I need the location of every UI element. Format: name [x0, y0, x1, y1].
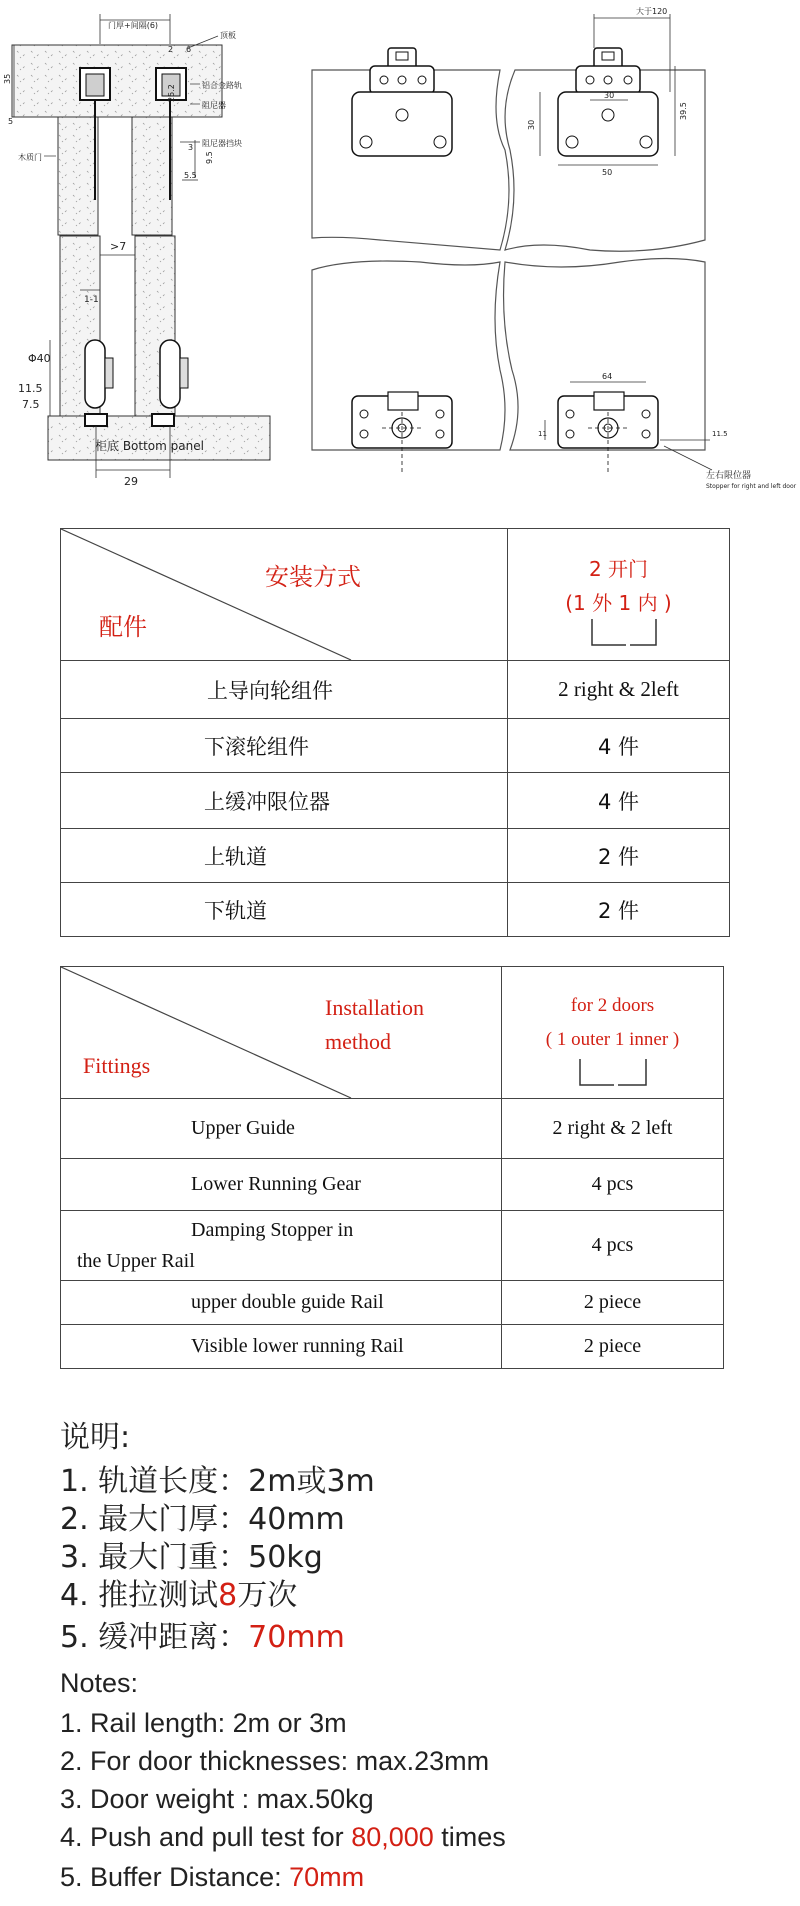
notes-cn-item	[60, 1612, 345, 1656]
row-name-cell	[61, 661, 508, 719]
dim-gt7: >7	[110, 240, 127, 253]
dim-9-5: 9.5	[205, 151, 214, 164]
row-name: 下轨道	[204, 898, 267, 923]
row-qty: 2 件	[597, 898, 640, 923]
row-name-line2: the Upper Rail	[77, 1249, 195, 1272]
note-text: 5. Buffer Distance:	[60, 1862, 290, 1892]
row-name-cell	[61, 1099, 502, 1159]
label-wood-door: 木质门	[18, 153, 42, 162]
door-overlap-icon	[590, 619, 660, 647]
row-name: Visible lower running Rail	[191, 1335, 404, 1357]
dim-3: 3	[188, 143, 194, 152]
row-qty: 4 件	[597, 789, 640, 814]
door-overlap-icon	[578, 1059, 650, 1087]
header-doors-cell	[502, 967, 724, 1099]
dim-6: 6	[186, 45, 192, 54]
table-row	[61, 1281, 724, 1325]
notes-cn-title: 说明:	[60, 1420, 131, 1455]
row-qty-cell	[502, 1159, 724, 1211]
note-highlight: 80,000	[351, 1822, 434, 1852]
note-highlight: 8	[218, 1578, 238, 1613]
notes-en-item: 3. Door weight : max.50kg	[60, 1784, 374, 1814]
row-qty-cell	[502, 1281, 724, 1325]
label-stopper-cn: 左右限位器	[706, 471, 752, 481]
label-door-thickness: 门厚+间隔(6)	[108, 21, 159, 30]
diagonal-header-cell	[61, 529, 508, 661]
note-text: 5. 缓冲距离：	[60, 1620, 249, 1655]
dim-29: 29	[124, 475, 138, 488]
note-highlight: 70mm	[248, 1620, 345, 1655]
row-qty: 4 pcs	[591, 1234, 634, 1256]
label-damper-stop: 阻尼器挡块	[202, 139, 242, 148]
dim-50: 50	[602, 168, 613, 177]
row-name: Upper Guide	[191, 1117, 295, 1139]
row-name: 上导向轮组件	[207, 678, 333, 703]
notes-en-item	[60, 1822, 506, 1853]
dim-30a: 30	[527, 119, 536, 130]
technical-drawing	[0, 0, 800, 500]
header-two-doors: for 2 doors	[570, 995, 655, 1016]
table-row	[61, 829, 730, 883]
row-name-cell	[61, 1159, 502, 1211]
dim-39-5: 39.5	[679, 102, 688, 120]
note-text: 万次	[237, 1578, 298, 1613]
row-name: 上缓冲限位器	[204, 789, 330, 814]
header-two-doors: 2 开门	[588, 557, 649, 581]
header-doors-cell	[508, 529, 730, 661]
row-qty: 2 件	[597, 844, 640, 869]
label-stopper-en: Stopper for right and left door	[706, 483, 797, 490]
fittings-table-cn	[60, 528, 730, 937]
diagonal-header-cell	[61, 967, 502, 1099]
row-name-cell	[61, 1211, 502, 1281]
row-qty-cell	[508, 883, 730, 937]
notes-en-item: 1. Rail length: 2m or 3m	[60, 1708, 347, 1738]
dim-1-1: 1-1	[84, 295, 99, 305]
row-qty: 2 right & 2 left	[552, 1117, 673, 1139]
table-header-row	[61, 967, 724, 1099]
dim-5-5: 5.5	[184, 171, 197, 180]
dim-30b: 30	[604, 91, 615, 100]
note-highlight: 70mm	[289, 1862, 365, 1892]
row-qty: 4 pcs	[591, 1173, 634, 1195]
notes-en-item	[60, 1862, 364, 1893]
dim-5: 5	[8, 117, 14, 126]
header-fittings: Fittings	[83, 1053, 151, 1078]
label-bottom-panel: 柜底 Bottom panel	[95, 439, 204, 453]
table-row	[61, 883, 730, 937]
table-row	[61, 1211, 724, 1281]
header-fittings: 配件	[99, 613, 147, 641]
header-outer-inner: ( 1 outer 1 inner )	[545, 1029, 680, 1050]
header-outer-inner: (1 外 1 内 )	[565, 591, 672, 615]
dim-11-5: 11.5	[18, 382, 43, 395]
notes-cn-item: 2. 最大门厚：40mm	[60, 1502, 345, 1537]
door-panel-view	[312, 14, 712, 472]
notes-cn-item: 1. 轨道长度：2m或3m	[60, 1464, 375, 1499]
table-header-row	[61, 529, 730, 661]
row-name: Lower Running Gear	[191, 1173, 361, 1195]
row-name: upper double guide Rail	[191, 1291, 384, 1313]
notes-en	[60, 1668, 780, 1898]
header-installation: Installation	[325, 995, 424, 1020]
dim-64: 64	[602, 372, 613, 381]
notes-en-item: 2. For door thicknesses: max.23mm	[60, 1746, 490, 1776]
note-text: 4. 推拉测试	[60, 1578, 219, 1613]
row-name-cell	[61, 773, 508, 829]
fittings-table-en	[60, 966, 724, 1369]
row-name-cell	[61, 719, 508, 773]
label-greater-120: 大于120	[636, 7, 668, 16]
dim-2: 2	[168, 45, 174, 54]
row-qty-cell	[508, 829, 730, 883]
label-top-panel: 顶板	[220, 31, 236, 40]
row-name-cell	[61, 1325, 502, 1369]
header-method: method	[325, 1029, 391, 1054]
row-qty: 2 piece	[583, 1335, 642, 1357]
table-row	[61, 1099, 724, 1159]
dim-7-5: 7.5	[22, 398, 40, 411]
table-row	[61, 661, 730, 719]
table-row	[61, 719, 730, 773]
notes-cn	[60, 1412, 760, 1655]
table-row	[61, 773, 730, 829]
row-qty-cell	[508, 719, 730, 773]
row-qty-cell	[508, 773, 730, 829]
table-row	[61, 1325, 724, 1369]
note-text: 4. Push and pull test for	[60, 1822, 352, 1852]
notes-cn-item	[60, 1570, 297, 1614]
table-row	[61, 1159, 724, 1211]
dim-25-2: 25.2	[167, 84, 176, 102]
label-aluminum-rail: 铝合金路轨	[202, 81, 242, 90]
row-name-cell	[61, 883, 508, 937]
row-qty: 2 right & 2left	[558, 677, 679, 701]
header-install-method: 安装方式	[265, 563, 361, 591]
dim-11: 11	[538, 430, 547, 438]
dim-phi40: Φ40	[28, 352, 51, 365]
row-qty-cell	[502, 1211, 724, 1281]
row-name-line1: Damping Stopper in	[191, 1218, 354, 1241]
row-qty-cell	[502, 1325, 724, 1369]
label-damper: 阻尼器	[202, 101, 226, 110]
notes-cn-item: 3. 最大门重：50kg	[60, 1540, 323, 1575]
notes-en-title: Notes:	[60, 1668, 139, 1698]
row-name: 上轨道	[204, 844, 267, 869]
row-name: 下滚轮组件	[204, 734, 309, 759]
row-qty-cell	[508, 661, 730, 719]
row-name-cell	[61, 1281, 502, 1325]
note-text: times	[433, 1822, 506, 1852]
dim-11-5b: 11.5	[712, 430, 728, 438]
row-qty-cell	[502, 1099, 724, 1159]
row-qty: 4 件	[597, 734, 640, 759]
row-name-cell	[61, 829, 508, 883]
row-qty: 2 piece	[583, 1291, 642, 1313]
dim-35: 35	[3, 73, 12, 84]
